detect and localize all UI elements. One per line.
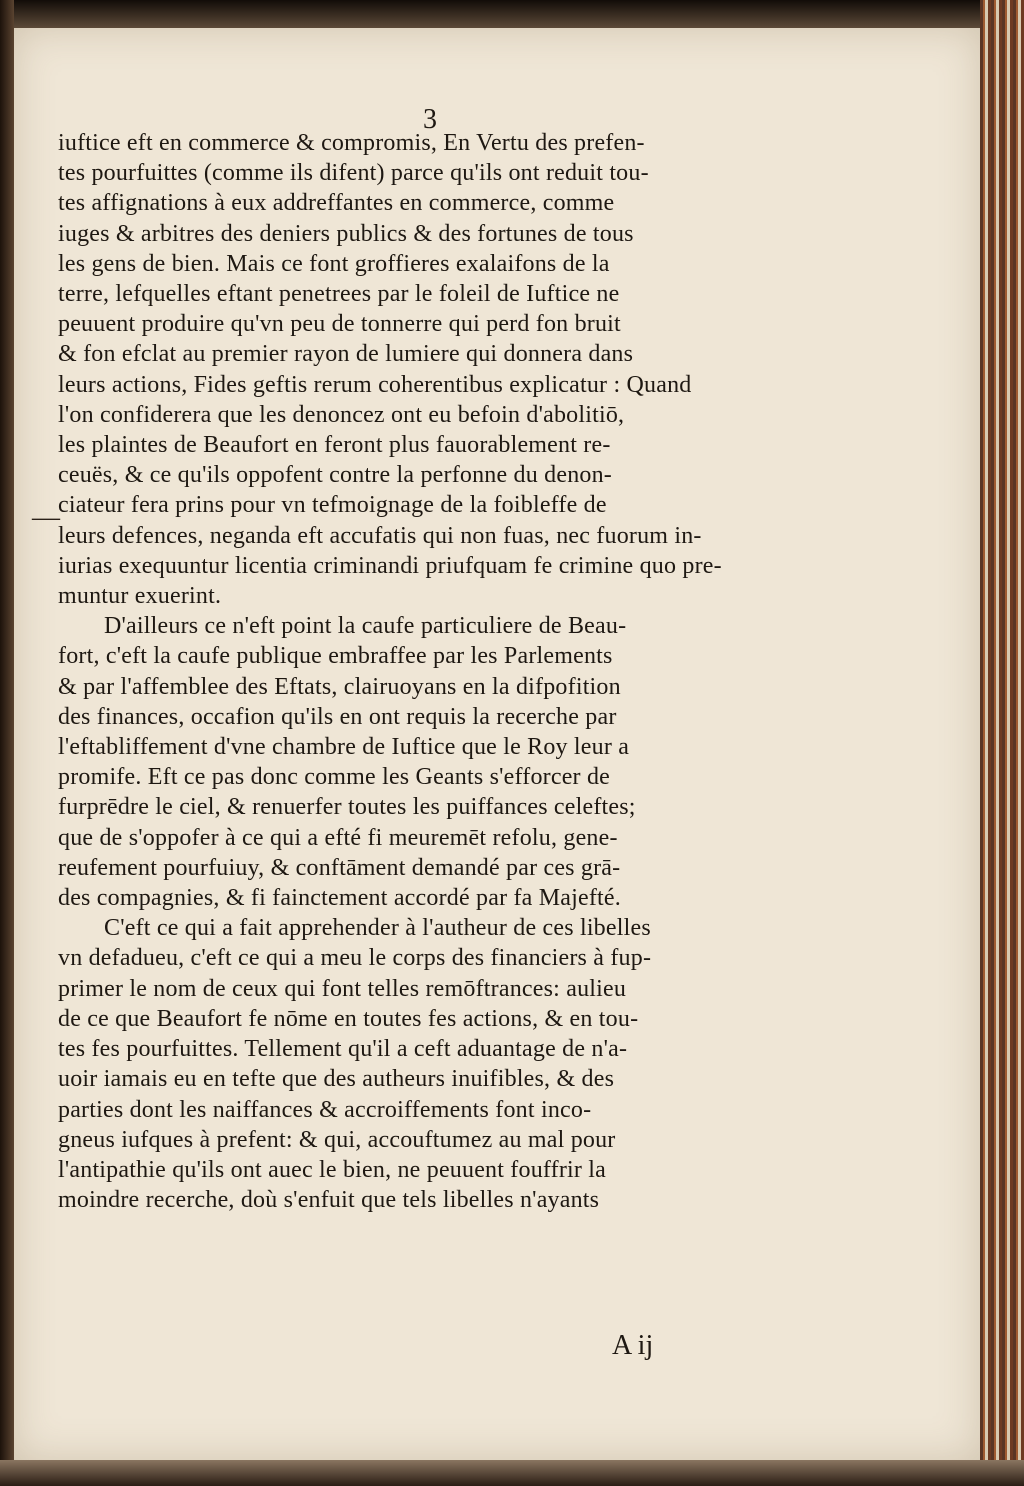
text-line: peuuent produire qu'vn peu de tonnerre qui perd fon bruit [58, 311, 621, 338]
text-line: gneus iufques à prefent: & qui, accouftumez au mal pour [58, 1126, 616, 1153]
text-line: uoir iamais eu en tefte que des autheurs inuifibles, & des [58, 1066, 615, 1093]
text-line: des compagnies, & fi fainctement accordé par fa Majefté. [58, 885, 621, 912]
margin-mark: — [32, 502, 60, 533]
binding-gutter [0, 0, 14, 1486]
text-line: moindre recerche, doù s'enfuit que tels libelles n'ayants [58, 1187, 600, 1214]
text-line: des finances, occafion qu'ils en ont requis la recerche par [58, 703, 617, 730]
text-line: les plaintes de Beaufort en feront plus fauorablement re- [58, 432, 611, 459]
text-line: tes pourfuittes (comme ils difent) parce qu'ils ont reduit tou- [58, 160, 649, 187]
text-line: iuftice eft en commerce & compromis, En Vertu des prefen- [58, 130, 645, 156]
text-line: fort, c'eft la caufe publique embraffee par les Parlements [58, 643, 613, 670]
text-line: furprēdre le ciel, & renuerfer toutes les puiffances celeftes; [58, 794, 636, 821]
text-line: & par l'affemblee des Eftats, clairuoyans en la difpofition [58, 673, 621, 700]
paragraph-start-line: D'ailleurs ce n'eft point la caufe particuliere de Beau- [104, 613, 627, 640]
text-line: parties dont les naiffances & accroiffements font inco- [58, 1096, 592, 1123]
page-number: 3 [423, 104, 437, 135]
text-line: tes fes pourfuittes. Tellement qu'il a ceft aduantage de n'a- [58, 1036, 628, 1063]
text-line: leurs actions, Fides geftis rerum coherentibus explicatur : Quand [58, 371, 692, 398]
text-line: vn defadueu, c'eft ce qui a meu le corps des financiers à fup- [58, 945, 652, 972]
bottom-edge [0, 1460, 1024, 1486]
paragraph-start-line: C'eft ce qui a fait apprehender à l'autheur de ces libelles [104, 915, 651, 942]
text-line: leurs defences, neganda eft accufatis qui non fuas, nec fuorum in- [58, 522, 702, 549]
text-line: terre, lefquelles eftant penetrees par le foleil de Iuftice ne [58, 281, 620, 308]
text-line: iurias exequuntur licentia criminandi priufquam fe crimine quo pre- [58, 552, 722, 579]
body-text [58, 128, 798, 1215]
text-line: & fon efclat au premier rayon de lumiere qui donnera dans [58, 341, 634, 368]
text-line: l'eftabliffement d'vne chambre de Iuftice que le Roy leur a [58, 734, 630, 761]
signature-mark: A ij [612, 1330, 654, 1361]
text-line: primer le nom de ceux qui font telles remōftrances: aulieu [58, 975, 627, 1002]
text-line: promife. Eft ce pas donc comme les Geants s'efforcer de [58, 764, 610, 791]
page-fore-edge [980, 0, 1024, 1486]
text-line: que de s'oppofer à ce qui a efté fi meuremēt refolu, gene- [58, 824, 618, 851]
text-line: l'on confiderera que les denoncez ont eu befoin d'abolitiō, [58, 401, 625, 428]
text-line: l'antipathie qu'ils ont auec le bien, ne peuuent fouffrir la [58, 1156, 607, 1183]
text-line: les gens de bien. Mais ce font groffieres exalaifons de la [58, 250, 610, 277]
text-line: ceuës, & ce qu'ils oppofent contre la perfonne du denon- [58, 462, 613, 489]
text-line: muntur exuerint. [58, 583, 222, 610]
text-line: ciateur fera prins pour vn tefmoignage de la foibleffe de [58, 492, 607, 519]
text-line: de ce que Beaufort fe nōme en toutes fes actions, & en tou- [58, 1005, 639, 1032]
text-line: tes affignations à eux addreffantes en commerce, comme [58, 190, 615, 217]
top-edge [0, 0, 1024, 28]
text-line: iuges & arbitres des deniers publics & des fortunes de tous [58, 220, 634, 247]
text-line: reufement pourfuiuy, & conftāment demandé par ces grā- [58, 854, 621, 881]
